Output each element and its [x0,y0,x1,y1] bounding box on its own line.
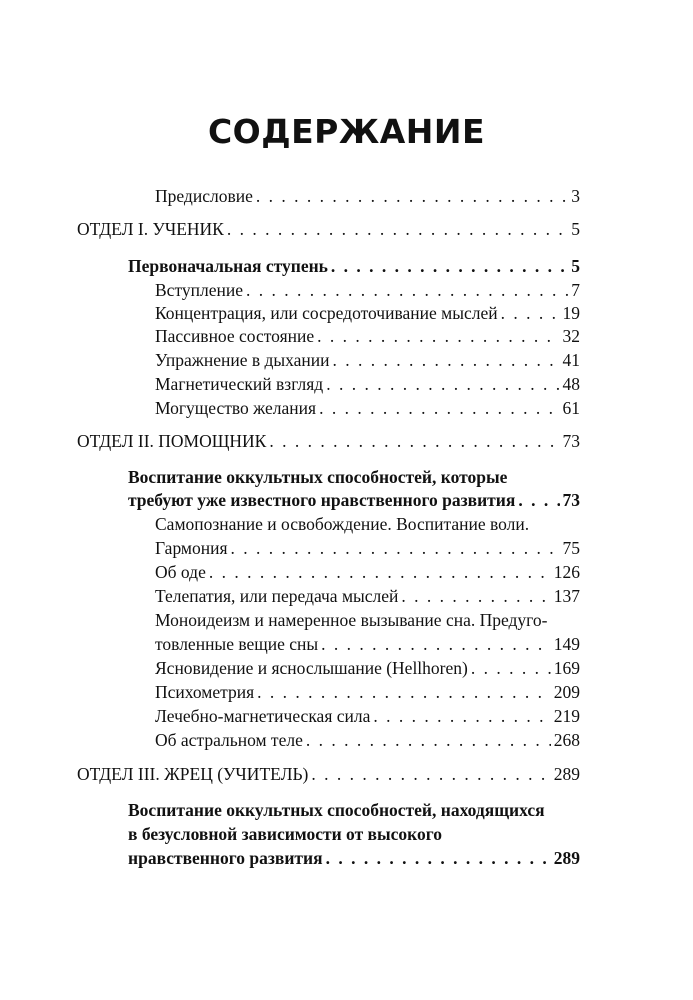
toc-entry-occult-high-line2: в безусловной зависимости от высокого [128,824,443,844]
toc-entry-clairvoyance[interactable] [155,657,580,679]
leader-dots [306,729,551,751]
toc-entry-self-knowledge[interactable] [155,537,580,559]
toc-entry-page: 19 [562,303,580,323]
toc-entry-title: Телепатия, или передача мыслей [155,586,399,606]
toc-entry-page: 137 [553,586,580,606]
toc-entry-page: 169 [553,658,580,678]
toc-entry-page: 289 [553,764,580,784]
toc-entry-page: 73 [562,431,580,451]
leader-dots [501,302,560,324]
toc-entry-monoideism[interactable] [155,633,580,655]
leader-dots [401,585,550,607]
toc-entry-page: 5 [571,219,580,239]
toc-entry-title: Магнетический взгляд [155,374,324,394]
leader-dots [257,681,551,703]
toc-entry-occult-high[interactable] [128,847,580,869]
toc-entry-page: 268 [553,730,580,750]
toc-entry-dept2[interactable] [77,430,580,452]
leader-dots [227,218,568,240]
toc-entry-title: Гармония [155,538,228,558]
leader-dots [518,489,559,511]
toc-entry-healing[interactable] [155,705,580,727]
toc-entry-preface[interactable] [155,185,580,207]
toc-entry-title: Первоначальная ступень [128,256,328,276]
toc-entry-page: 289 [553,848,580,868]
toc-entry-page: 48 [562,374,580,394]
toc-entry-title: ОТДЕЛ III. ЖРЕЦ (УЧИТЕЛЬ) [77,764,309,784]
toc-entry-concentration[interactable] [155,302,580,324]
toc-entry-page: 3 [571,186,580,206]
leader-dots [326,373,559,395]
toc-entry-dept1[interactable] [77,218,580,240]
toc-entry-title: Об астральном теле [155,730,303,750]
leader-dots [471,657,551,679]
toc-entry-title: Пассивное состояние [155,326,315,346]
leader-dots [231,537,560,559]
toc-entry-self-knowledge-line1: Самопознание и освобождение. Воспитание воли. [155,514,530,534]
toc-entry-page: 5 [571,256,580,276]
toc-entry-page: 61 [562,398,580,418]
toc-entry-dept3[interactable] [77,763,580,785]
toc-entry-breathing[interactable] [155,349,580,371]
toc-entry-page: 126 [553,562,580,582]
leader-dots [331,255,568,277]
leader-dots [321,633,551,655]
leader-dots [319,397,559,419]
toc-entry-page: 7 [571,280,580,300]
leader-dots [256,185,568,207]
page-title: СОДЕРЖАНИЕ [207,112,486,151]
toc-entry-od[interactable] [155,561,580,583]
leader-dots [333,349,560,371]
toc-entry-page: 209 [553,682,580,702]
leader-dots [373,705,550,727]
toc-entry-occult-moral-line1: Воспитание оккультных способностей, которые [128,467,508,487]
toc-entry-page: 32 [562,326,580,346]
toc-entry-initial-stage[interactable] [128,255,580,277]
toc-entry-title: Лечебно-магнетическая сила [155,706,371,726]
toc-entry-title: Вступление [155,280,243,300]
toc-entry-page: 219 [553,706,580,726]
toc-entry-title: Концентрация, или сосредоточивание мыслей [155,303,498,323]
toc-entry-title: ОТДЕЛ I. УЧЕНИК [77,219,224,239]
leader-dots [269,430,559,452]
leader-dots [246,279,568,301]
toc-entry-page: 73 [562,490,580,510]
leader-dots [326,847,551,869]
toc-entry-page: 41 [562,350,580,370]
toc-entry-title: Ясновидение и яснослышание (Hellhoren) [155,658,468,678]
toc-entry-occult-high-line1: Воспитание оккультных способностей, находящихся [128,800,545,820]
toc-entry-title: ОТДЕЛ II. ПОМОЩНИК [77,431,267,451]
toc-entry-occult-moral[interactable] [128,489,580,511]
toc-entry-title: требуют уже известного нравственного развития [128,490,516,510]
toc-entry-title: Об оде [155,562,206,582]
toc-entry-title: Могущество желания [155,398,317,418]
leader-dots [317,325,559,347]
toc-entry-title: товленные вещие сны [155,634,319,654]
toc-entry-page: 75 [562,538,580,558]
toc-entry-page: 149 [553,634,580,654]
toc-entry-monoideism-line1: Моноидеизм и намеренное вызывание сна. Предуго- [155,610,548,630]
leader-dots [209,561,551,583]
toc-entry-title: Психометрия [155,682,255,702]
toc-entry-psychometry[interactable] [155,681,580,703]
toc-entry-passive[interactable] [155,325,580,347]
toc-entry-title: Упражнение в дыхании [155,350,330,370]
toc-entry-telepathy[interactable] [155,585,580,607]
toc-entry-intro[interactable] [155,279,580,301]
toc-entry-power-desire[interactable] [155,397,580,419]
toc-entry-title: Предисловие [155,186,253,206]
toc-entry-title: нравственного развития [128,848,323,868]
toc-entry-astral[interactable] [155,729,580,751]
toc-entry-magnetic-gaze[interactable] [155,373,580,395]
leader-dots [311,763,550,785]
